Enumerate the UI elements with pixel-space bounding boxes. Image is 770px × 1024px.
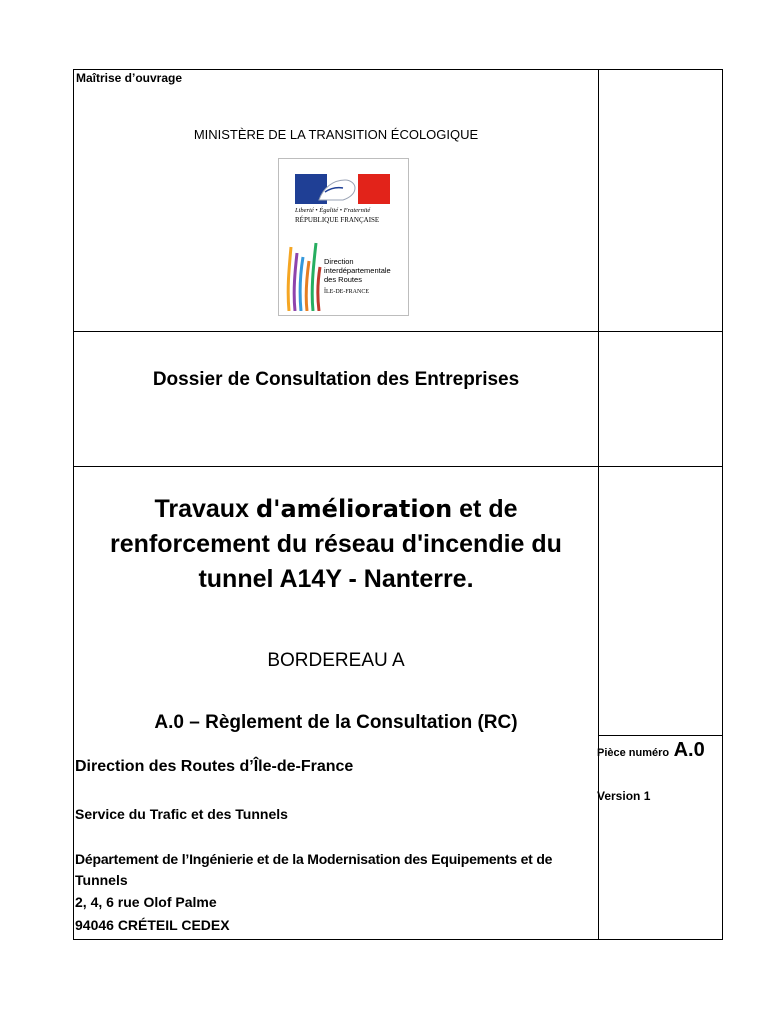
rc-subtitle: A.0 – Règlement de la Consultation (RC) bbox=[154, 712, 518, 733]
right-cell-3 bbox=[598, 466, 723, 736]
works-title-line3: tunnel A14Y - Nanterre. bbox=[198, 565, 474, 593]
logo-dir-line4: ÎLE-DE-FRANCE bbox=[324, 289, 369, 295]
owner-label: Maîtrise d’ouvrage bbox=[76, 71, 183, 85]
government-logo bbox=[278, 158, 409, 316]
version-label: Version 1 bbox=[597, 789, 651, 803]
works-title-line1 bbox=[73, 495, 599, 524]
department-line1: Département de l’Ingénierie et de la Modernisation des Equipements et de bbox=[75, 851, 553, 867]
address-street: 2, 4, 6 rue Olof Palme bbox=[75, 894, 217, 910]
service-name: Service du Trafic et des Tunnels bbox=[75, 806, 288, 822]
ministry-name: MINISTÈRE DE LA TRANSITION ÉCOLOGIQUE bbox=[193, 127, 479, 142]
department-line2: Tunnels bbox=[75, 872, 128, 888]
piece-label: Pièce numéro bbox=[597, 747, 670, 759]
right-cell-2 bbox=[598, 331, 723, 467]
logo-dir-line2: interdépartementale bbox=[324, 266, 391, 275]
logo-dir-line1: Direction bbox=[324, 257, 354, 266]
works-title-word3: et de bbox=[459, 495, 518, 523]
logo-motto: Liberté • Égalité • Fraternité bbox=[295, 207, 371, 214]
works-title-word1: Travaux bbox=[154, 495, 249, 523]
piece-number bbox=[597, 739, 705, 762]
piece-cell bbox=[598, 735, 723, 940]
marianne-icon bbox=[295, 174, 390, 204]
address-city: 94046 CRÉTEIL CEDEX bbox=[75, 917, 230, 933]
direction-name: Direction des Routes d’Île-de-France bbox=[75, 758, 354, 775]
cover-page bbox=[73, 69, 723, 940]
bordereau-label: BORDEREAU A bbox=[267, 650, 405, 671]
dossier-title: Dossier de Consultation des Entreprises bbox=[152, 369, 520, 390]
logo-republic: RÉPUBLIQUE FRANÇAISE bbox=[295, 216, 380, 224]
routes-stripes-icon bbox=[283, 239, 323, 311]
works-title-word2: d'amélioration bbox=[255, 495, 453, 523]
right-cell-1 bbox=[598, 69, 723, 332]
dossier-cell bbox=[73, 331, 599, 467]
works-title-line2: renforcement du réseau d'incendie du bbox=[110, 530, 562, 558]
logo-dir-line3: des Routes bbox=[324, 275, 362, 284]
marianne-flag bbox=[295, 174, 390, 204]
piece-value: A.0 bbox=[673, 739, 705, 761]
